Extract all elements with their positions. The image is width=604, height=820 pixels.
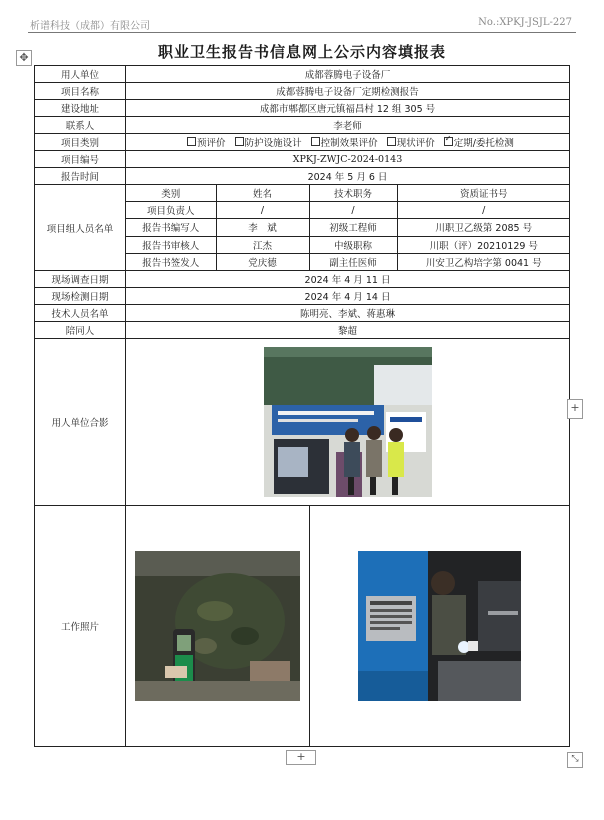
team-row <box>126 236 570 253</box>
option-status-evaluation: 现状评价 <box>396 138 435 149</box>
company-name: 析谱科技（成都）有限公司 <box>30 21 150 32</box>
team-title: 初级工程师 <box>309 219 397 236</box>
group-photo <box>264 347 432 497</box>
resize-icon[interactable]: ⤡ <box>567 752 583 768</box>
team-row <box>126 202 570 219</box>
checkbox-control-effect[interactable] <box>311 137 320 146</box>
technicians-label: 技术人员名单 <box>35 305 126 322</box>
work-photos-table <box>126 506 570 746</box>
team-row <box>126 219 570 236</box>
team-role: 报告书签发人 <box>126 253 216 270</box>
work-photos-label: 工作照片 <box>35 506 126 747</box>
team-title: 副主任医师 <box>309 253 397 270</box>
team-header-title: 技术职务 <box>309 185 397 202</box>
report-date-label: 报告时间 <box>35 168 126 185</box>
team-cert: 川职卫乙级第 2085 号 <box>397 219 570 236</box>
team-name: 江杰 <box>216 236 309 253</box>
add-column-button[interactable]: + <box>567 399 583 419</box>
project-no-label: 项目编号 <box>35 151 126 168</box>
header-divider <box>28 32 576 33</box>
employer-label: 用人单位 <box>35 66 126 83</box>
form-table <box>34 65 570 747</box>
option-pre-evaluation: 预评价 <box>197 138 226 149</box>
work-photo-1-image <box>135 551 300 701</box>
option-periodic-inspection: 定期/委托检测 <box>453 138 514 149</box>
project-no-value: XPKJ-ZWJC-2024-0143 <box>126 151 570 168</box>
category-options <box>126 134 570 151</box>
team-cert: 川安卫乙构培字第 0041 号 <box>397 253 570 270</box>
row-inspection-date <box>35 288 570 305</box>
team-header-cert: 资质证书号 <box>397 185 570 202</box>
work-photo-2-image <box>358 551 521 701</box>
project-name-value: 成都蓉腾电子设备厂定期检测报告 <box>126 83 570 100</box>
companion-value: 黎超 <box>126 322 570 339</box>
group-photo-image <box>264 347 432 497</box>
inspection-date-value: 2024 年 4 月 14 日 <box>126 288 570 305</box>
address-value: 成都市郫都区唐元镇福昌村 12 组 305 号 <box>126 100 570 117</box>
row-work-photos <box>35 506 570 747</box>
technicians-value: 陈明亮、李斌、蒋惠琳 <box>126 305 570 322</box>
project-name-label: 项目名称 <box>35 83 126 100</box>
option-control-effect: 控制效果评价 <box>320 138 378 149</box>
work-photos-cell <box>126 506 570 747</box>
checkbox-periodic-inspection[interactable] <box>444 137 453 146</box>
work-photo-cell-1 <box>126 506 309 746</box>
row-employer <box>35 66 570 83</box>
option-protection-design: 防护设施设计 <box>244 138 302 149</box>
team-header-role: 类别 <box>126 185 216 202</box>
team-cert: 川职（评）20210129 号 <box>397 236 570 253</box>
team-header-row <box>126 185 570 202</box>
row-report-date <box>35 168 570 185</box>
checkbox-protection-design[interactable] <box>235 137 244 146</box>
checkbox-status-evaluation[interactable] <box>387 137 396 146</box>
survey-date-label: 现场调查日期 <box>35 271 126 288</box>
row-project-name <box>35 83 570 100</box>
row-contact <box>35 117 570 134</box>
contact-label: 联系人 <box>35 117 126 134</box>
team-cell <box>126 185 570 271</box>
employer-value: 成都蓉腾电子设备厂 <box>126 66 570 83</box>
inspection-date-label: 现场检测日期 <box>35 288 126 305</box>
team-role: 报告书审核人 <box>126 236 216 253</box>
page-title: 职业卫生报告书信息网上公示内容填报表 <box>157 43 446 61</box>
row-address <box>35 100 570 117</box>
row-companion <box>35 322 570 339</box>
team-row <box>126 253 570 270</box>
team-name: / <box>216 202 309 219</box>
team-cert: / <box>397 202 570 219</box>
checkbox-pre-evaluation[interactable] <box>187 137 196 146</box>
companion-label: 陪同人 <box>35 322 126 339</box>
team-title: / <box>309 202 397 219</box>
team-label: 项目组人员名单 <box>35 185 126 271</box>
team-name: 党庆德 <box>216 253 309 270</box>
work-photo-1 <box>135 551 300 701</box>
group-photo-label: 用人单位合影 <box>35 339 126 506</box>
move-handle-icon[interactable]: ✥ <box>16 50 32 66</box>
report-date-value: 2024 年 5 月 6 日 <box>126 168 570 185</box>
row-category <box>35 134 570 151</box>
address-label: 建设地址 <box>35 100 126 117</box>
contact-value: 李老师 <box>126 117 570 134</box>
row-survey-date <box>35 271 570 288</box>
work-photo-2 <box>358 551 521 701</box>
team-name: 李 斌 <box>216 219 309 236</box>
row-team <box>35 185 570 271</box>
row-group-photo <box>35 339 570 506</box>
work-photo-cell-2 <box>309 506 570 746</box>
team-header-name: 姓名 <box>216 185 309 202</box>
document-number: No.:XPKJ-JSJL-227 <box>478 17 572 28</box>
group-photo-cell <box>126 339 570 506</box>
team-title: 中级职称 <box>309 236 397 253</box>
survey-date-value: 2024 年 4 月 11 日 <box>126 271 570 288</box>
team-role: 项目负责人 <box>126 202 216 219</box>
row-project-no <box>35 151 570 168</box>
team-table <box>126 185 570 270</box>
add-row-button[interactable]: + <box>286 750 316 765</box>
row-technicians <box>35 305 570 322</box>
category-label: 项目类别 <box>35 134 126 151</box>
team-role: 报告书编写人 <box>126 219 216 236</box>
